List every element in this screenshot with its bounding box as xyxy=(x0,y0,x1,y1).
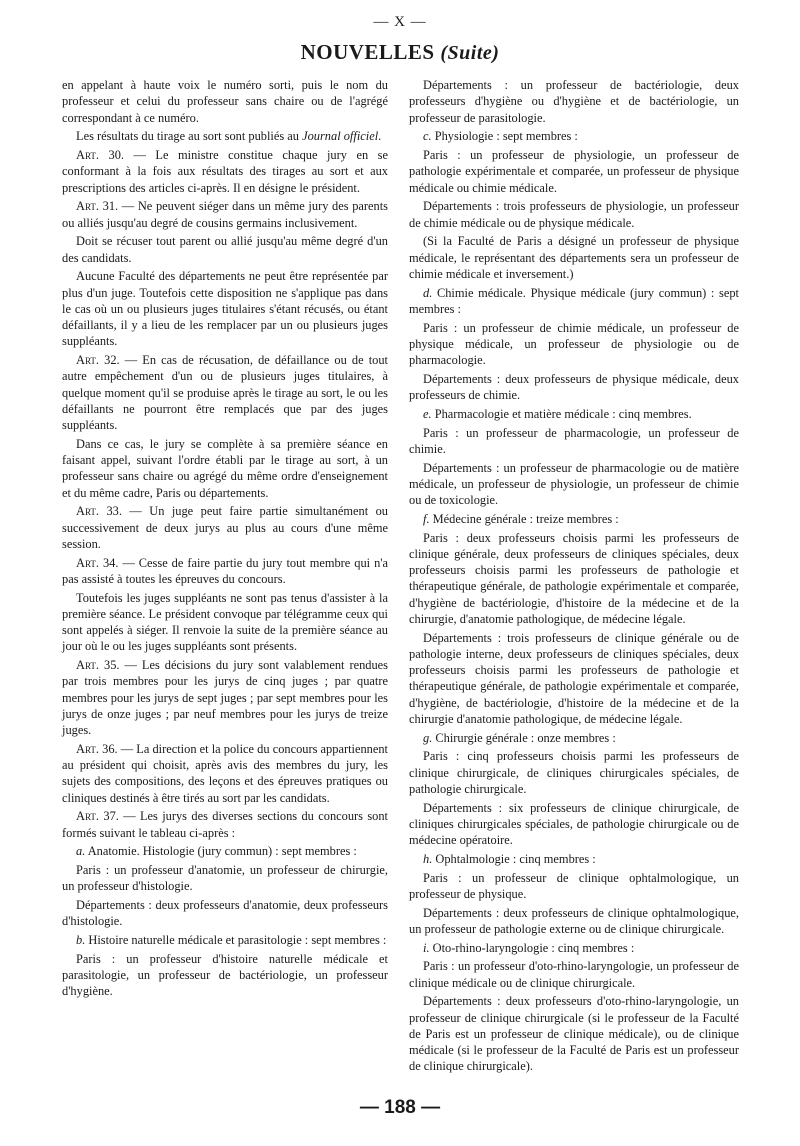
section-e-departements: Départements : un professeur de pharmacologie ou de matière médicale, un professeur de physiologie, un professeur de chimie ou de toxicologie. xyxy=(409,460,739,507)
section-e-paris: Paris : un professeur de pharmacologie, un professeur de chimie. xyxy=(409,425,739,456)
section-b-departements: Départements : un professeur de bactériologie, deux professeurs d'hygiène ou d'hygiène et de bactériologie, un professeur de parasitologie. xyxy=(409,78,739,125)
section-a-paris: Paris : un professeur d'anatomie, un professeur de chirurgie, un professeur d'histologie. xyxy=(62,863,388,894)
section-d-departements: Départements : deux professeurs de physique médicale, deux professeurs de chimie. xyxy=(409,371,739,402)
article-label: Art. 37. xyxy=(76,809,119,824)
paragraph: Dans ce cas, le jury se complète à sa première séance en faisant appel, suivant l'ordre établi par le tirage au sort, à un professeur sans chaire ou agrégé du même ordre d'enseignement et du même cadre, Paris ou départements. xyxy=(62,436,388,500)
section-g-paris: Paris : cinq professeurs choisis parmi les professeurs de clinique chirurgicale, de cliniques chirurgicales spéciales, de pathologie chirurgicale. xyxy=(409,749,739,796)
section-e-heading: e. Pharmacologie et matière médicale : cinq membres. xyxy=(423,406,692,421)
section-f-heading: f. Médecine générale : treize membres : xyxy=(423,511,619,526)
section-f-departements: Départements : trois professeurs de clinique générale ou de pathologie interne, deux professeurs de cliniques spéciales, deux professeurs choisis parmi les professeurs de pathologie et thérapeutique générale, de pathologie expérimentale et comparée, d'hygiène, de bactériologie, d'histoire de la médecine et de la chirurgie d'anatomie pathologique, de médecine légale. xyxy=(409,630,739,726)
article-31: Art. 31. — Ne peuvent siéger dans un même jury des parents ou alliés jusqu'au degré de cousins germains inclusivement. xyxy=(62,199,388,230)
section-c-note: (Si la Faculté de Paris a désigné un professeur de physique médicale, le représentant des départements sera un professeur de chimie médicale et inversement.) xyxy=(409,234,739,281)
paragraph: Doit se récuser tout parent ou allié jusqu'au même degré d'un des candidats. xyxy=(62,234,388,265)
page-number: — 188 — xyxy=(359,1097,441,1118)
section-g-departements: Départements : six professeurs de clinique chirurgicale, de cliniques chirurgicales spéciales, de pathologie chirurgicale ou de médecine opératoire. xyxy=(409,800,739,847)
section-a-heading: a. Anatomie. Histologie (jury commun) : sept membres : xyxy=(76,844,357,859)
header-title: NOUVELLES xyxy=(300,40,435,64)
roman-folio: — X — xyxy=(373,14,427,30)
right-column xyxy=(409,77,739,1077)
section-b-heading: b. Histoire naturelle médicale et parasitologie : sept membres : xyxy=(76,933,387,947)
article-32: Art. 32. — En cas de récusation, de défaillance ou de tout autre empêchement d'un ou de plusieurs juges titulaires, à quelque moment qu'il se produise après le tirage au sort, le ou les défaillants ne pourront être remplacés que par des juges suppléants. xyxy=(62,353,388,432)
paragraph: Aucune Faculté des départements ne peut être représentée par plus d'un juge. Toutefois cette disposition ne s'applique pas dans le cas où un ou plusieurs juges titulaires s'étant récusés, ou étant défaillants, il y a lieu de les remplacer par un ou plusieurs juges suppléants. xyxy=(62,269,388,349)
article-label: Art. 35. xyxy=(76,658,120,672)
article-33: Art. 33. — Un juge peut faire partie simultanément ou successivement de deux jurys au plus au cours d'une même session. xyxy=(62,504,388,551)
article-label: Art. 36. xyxy=(76,741,118,756)
article-35: Art. 35. — Les décisions du jury sont valablement rendues par trois membres pour les jurys de cinq juges ; par quatre membres pour les jurys de sept juges ; par sept membres pour les jurys de onze juges ; par neuf membres pour les jurys de treize juges. xyxy=(62,658,388,737)
section-h-heading: h. Ophtalmologie : cinq membres : xyxy=(423,851,596,866)
header-suite: (Suite) xyxy=(440,42,500,64)
section-d-paris: Paris : un professeur de chimie médicale, un professeur de physique médicale, un professeur de physiologie ou de pharmacologie. xyxy=(409,320,739,367)
article-label: Art. 32. xyxy=(76,353,120,367)
section-i-heading: i. Oto-rhino-laryngologie : cinq membres : xyxy=(423,940,635,955)
article-34: Art. 34. — Cesse de faire partie du jury tout membre qui n'a pas assisté à toutes les épreuves du concours. xyxy=(62,555,388,586)
section-h-departements: Départements : deux professeurs de clinique ophtalmologique, un professeur de pathologie externe ou de clinique chirurgicale. xyxy=(409,905,739,936)
article-36: Art. 36. — La direction et la police du concours appartiennent au président qui choisit, après avis des membres du jury, les sujets des compositions, des leçons et des épreuves pratiques ou cliniques destinés à être tirés au sort par les candidats. xyxy=(62,741,388,805)
section-i-paris: Paris : un professeur d'oto-rhino-laryngologie, un professeur de clinique médicale ou de clinique chirurgicale. xyxy=(409,959,739,990)
paragraph: Toutefois les juges suppléants ne sont pas tenus d'assister à la première séance. Le président convoque par télégramme ceux qui sont appelés à siéger. Il renvoie la suite de la première séance au jour où le ou les juges suppléants sont présents. xyxy=(62,590,388,654)
article-label: Art. 31. xyxy=(76,199,119,214)
section-i-departements: Départements : deux professeurs d'oto-rhino-laryngologie, un professeur de clinique chirurgicale (si le professeur de la Faculté de Paris est un professeur de clinique médicale), ou de clinique médicale (si le professeur de la Faculté de Paris est un professeur de clinique chirurgicale). xyxy=(409,994,739,1074)
paragraph: en appelant à haute voix le numéro sorti, puis le nom du professeur et celui du professeur sans chaire ou de l'agrégé correspondant à ce numéro. xyxy=(62,78,388,125)
article-label: Art. 33. xyxy=(76,504,122,519)
left-column xyxy=(62,77,388,1002)
article-label: Art. 34. xyxy=(76,555,119,570)
article-37: Art. 37. — Les jurys des diverses sections du concours sont formés suivant le tableau ci-après : xyxy=(62,809,388,840)
section-a-departements: Départements : deux professeurs d'anatomie, deux professeurs d'histologie. xyxy=(62,898,388,929)
paragraph: Les résultats du tirage au sort sont publiés au Journal officiel. xyxy=(76,129,382,144)
article-label: Art. 30. xyxy=(76,148,125,162)
journal-officiel: Journal officiel xyxy=(302,129,379,144)
article-30: Art. 30. — Le ministre constitue chaque jury en se conformant à la fois aux résultats des tirages au sort et aux prescriptions des articles ci-après. Il en désigne le président. xyxy=(62,148,388,195)
section-g-heading: g. Chirurgie générale : onze membres : xyxy=(423,730,616,745)
section-b-paris: Paris : un professeur d'histoire naturelle médicale et parasitologie, un professeur de bactériologie, un professeur d'hygiène. xyxy=(62,951,388,999)
page-header xyxy=(0,40,800,65)
section-c-departements: Départements : trois professeurs de physiologie, un professeur de chimie médicale ou de physique médicale. xyxy=(409,199,739,230)
section-c-paris: Paris : un professeur de physiologie, un professeur de pathologie expérimentale et comparée, un professeur de physique médicale ou chimie médicale. xyxy=(409,148,739,195)
section-h-paris: Paris : un professeur de clinique ophtalmologique, un professeur de physique. xyxy=(409,870,739,901)
section-f-paris: Paris : deux professeurs choisis parmi les professeurs de clinique générale, deux professeurs de cliniques spéciales, deux professeurs choisis parmi les professeurs de pathologie et thérapeutique générale, de pathologie expérimentale et comparée, d'hygiène de bactériologie, d'histoire de la médecine et de la chirurgie, d'anatomie pathologique, de médecine légale. xyxy=(409,530,739,626)
section-c-heading: c. Physiologie : sept membres : xyxy=(423,129,578,144)
section-d-heading: d. Chimie médicale. Physique médicale (jury commun) : sept membres : xyxy=(409,285,739,316)
